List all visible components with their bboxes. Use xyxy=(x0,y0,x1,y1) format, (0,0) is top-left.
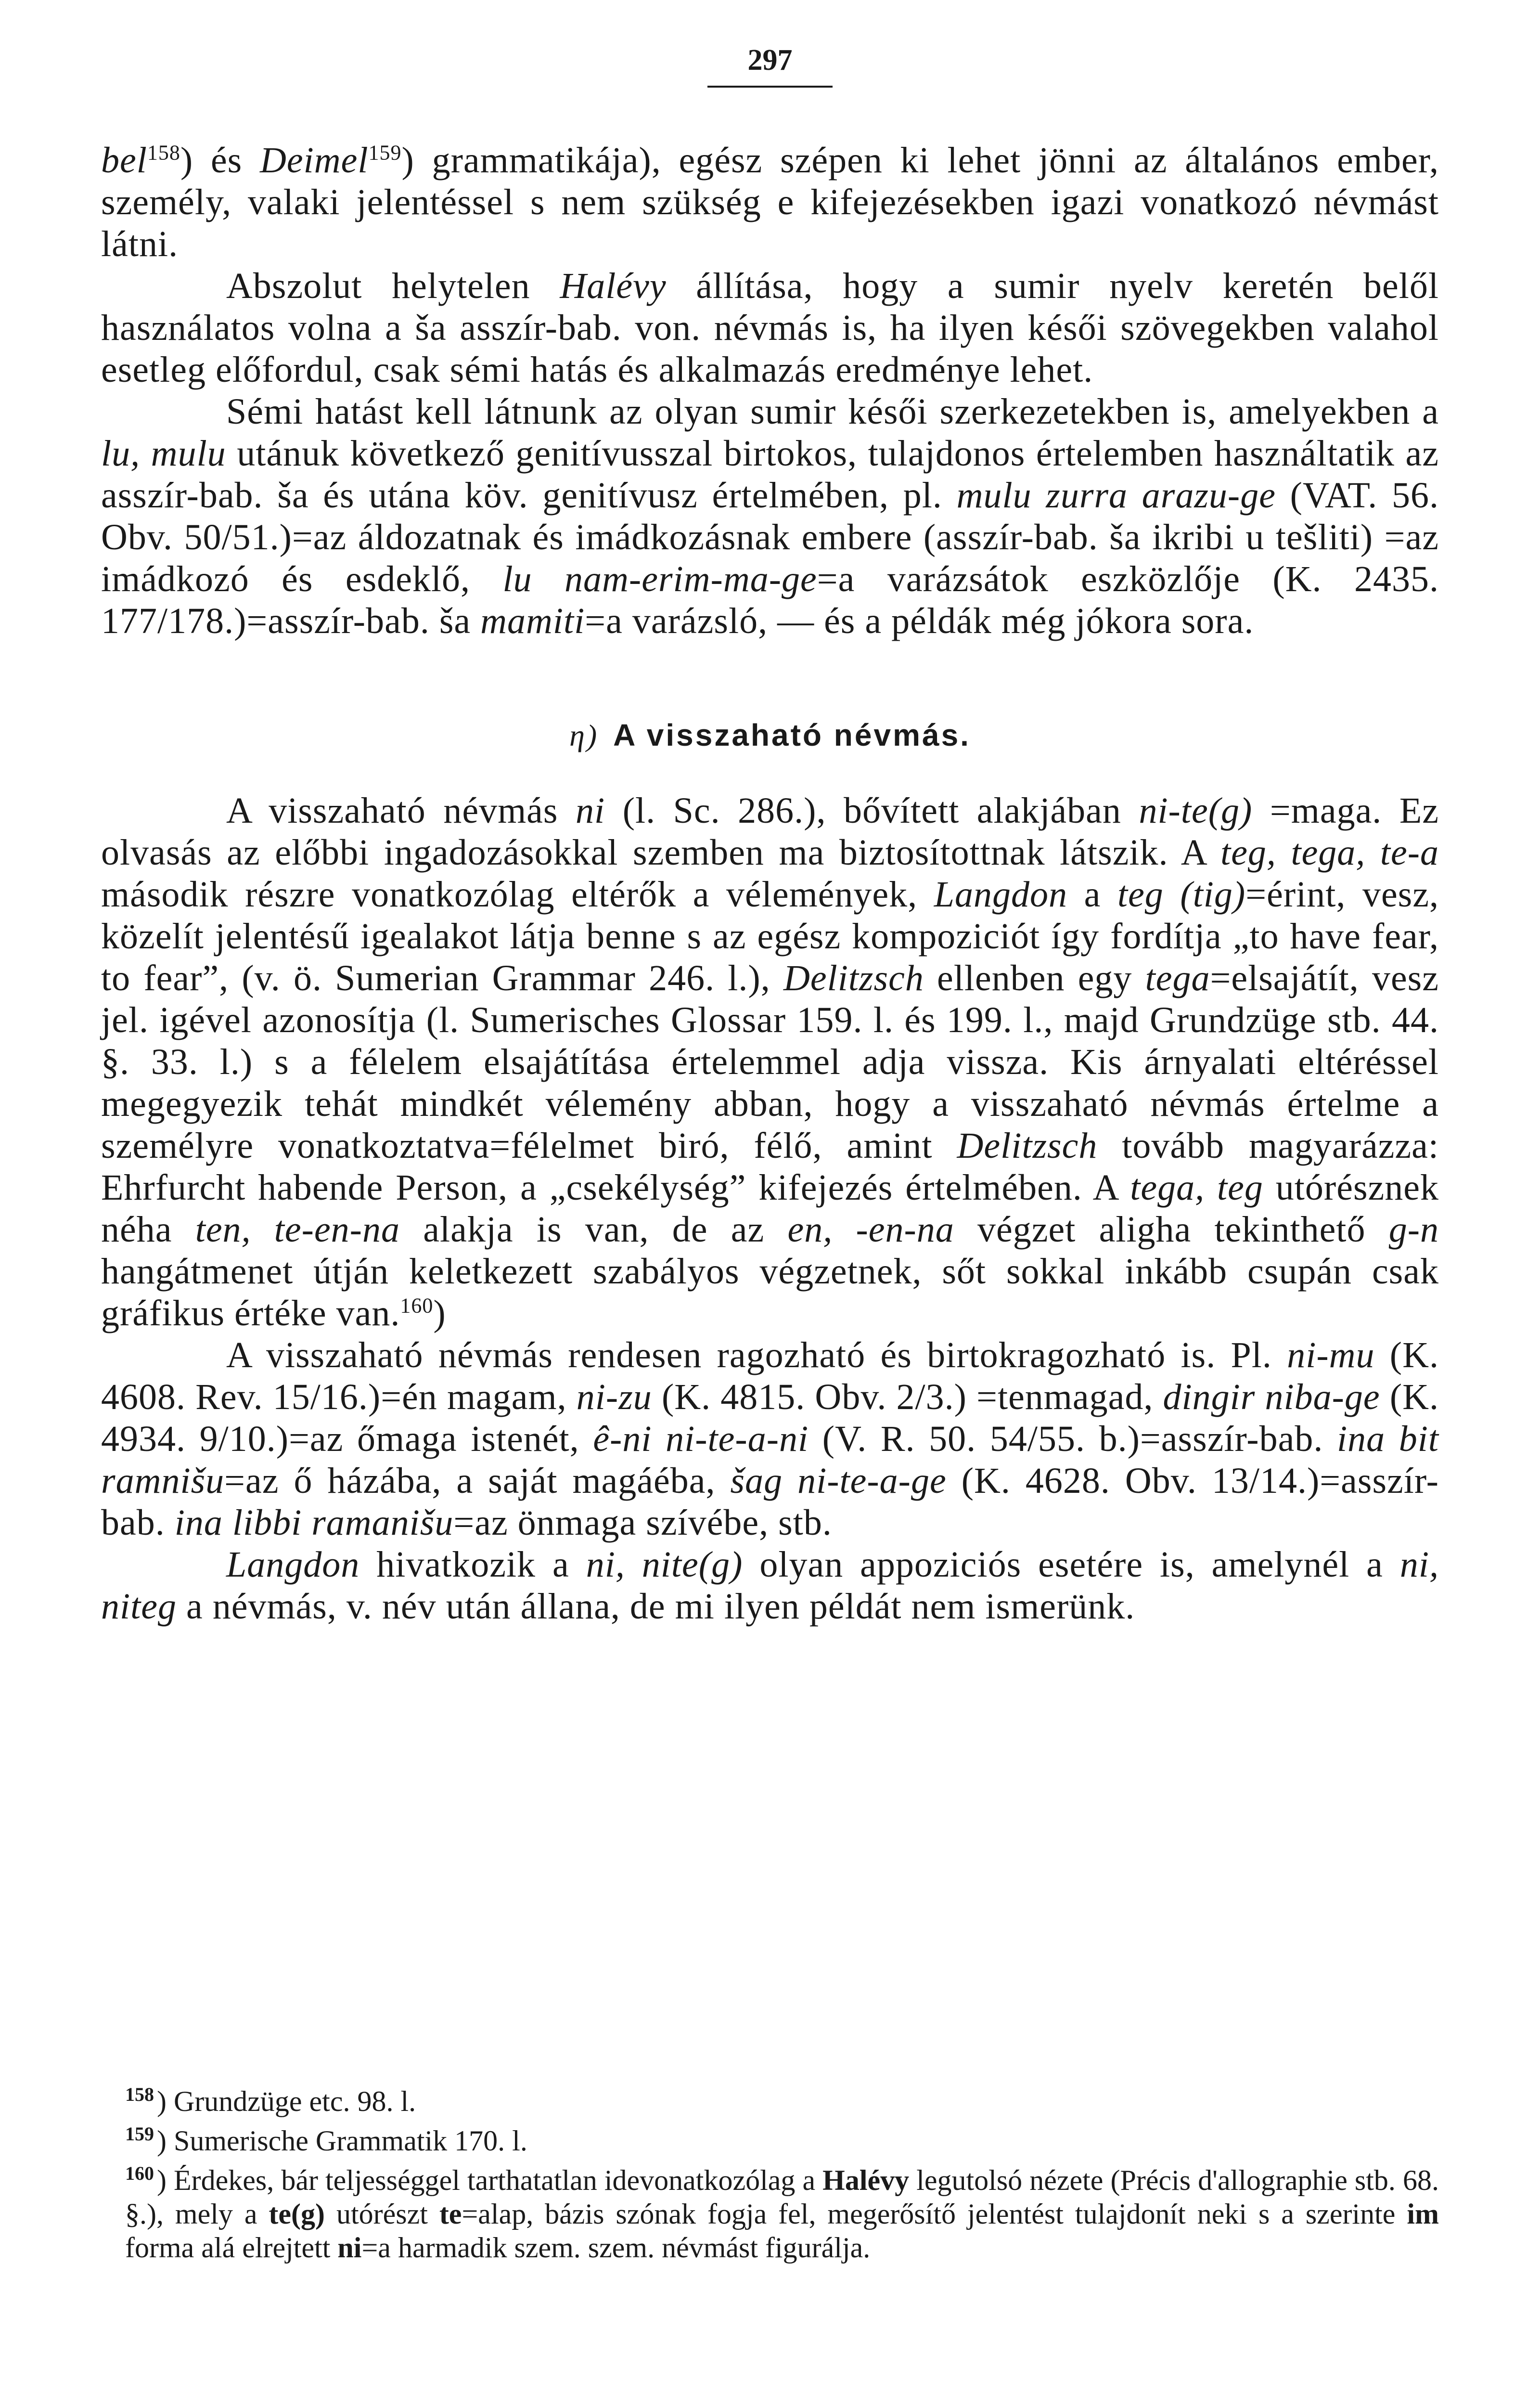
italic-term: teg (tig) xyxy=(1117,874,1246,915)
text-run: =maga. Ez olvasás az előbbi ingadozásokkal szemben ma biztosítottnak látszik. A xyxy=(101,790,1439,873)
bold-term: Halévy xyxy=(822,2164,910,2196)
author-name: Delitzsch xyxy=(783,958,924,998)
section-title: A visszaható névmás. xyxy=(613,718,971,752)
footnote-ref: 158 xyxy=(147,141,180,165)
footnote-mark: 158 xyxy=(125,2083,154,2105)
italic-term: ni, niteg xyxy=(101,1544,1439,1627)
bold-term: te xyxy=(439,2198,462,2230)
text-run: utánuk következő genitívusszal birtokos, tulajdonos értelemben használtatik az asszír-bab. ša és utána köv. genitívusz értelmében, pl. xyxy=(101,433,1439,516)
italic-term: en, -en-na xyxy=(787,1209,954,1250)
section-heading xyxy=(101,714,1439,756)
text-run: =az ő házába, a saját magáéba, xyxy=(224,1461,731,1501)
footnote-text: legutolsó nézete (Précis d'allographie stb. 68. §.), mely a xyxy=(125,2164,1439,2230)
text-run: =a varázsló, — és a példák még jókora sora. xyxy=(585,601,1254,641)
text-run: =elsajátít, vesz jel. igével azonosítja (l. Sumerisches Glossar 159. l. és 199. l., majd Grundzüge stb. 44. §. 33. l.) s a félelem elsajátítása értelemmel adja vissza. Kis árnyalati eltéréssel megegyezik tehát mindkét vélemény abban, hogy a visszaható névmás értelme a személyre vonatkoztatva=félelmet biró, félő, amint xyxy=(101,958,1439,1166)
text-run: alakja is van, de az xyxy=(400,1209,788,1250)
italic-term: teg, tega, te-a xyxy=(1220,832,1439,873)
text-run: (K. 4608. Rev. 15/16.)=én magam, xyxy=(101,1335,1439,1417)
page-number-underline xyxy=(707,86,833,88)
text-run: Sémi hatást kell látnunk az olyan sumir késői szerkezetekben is, amelyekben a xyxy=(226,391,1439,432)
italic-term: ten, te-en-na xyxy=(195,1209,400,1250)
footnote-text: =a harmadik szem. szem. névmást figurálja. xyxy=(361,2232,871,2264)
paragraph-5 xyxy=(101,1334,1439,1544)
footnote-text: ) Sumerische Grammatik 170. l. xyxy=(157,2125,527,2157)
italic-term: tega, teg xyxy=(1130,1167,1263,1208)
text-run: (K. 4934. 9/10.)=az őmaga istenét, xyxy=(101,1377,1439,1459)
italic-term: ina bit ramnišu xyxy=(101,1419,1439,1501)
italic-term: lu nam-erim-ma-ge xyxy=(502,559,817,599)
italic-term: ni-zu xyxy=(576,1377,652,1417)
text-run: A visszaható névmás rendesen ragozható és birtokragozható is. Pl. xyxy=(226,1335,1287,1375)
footnote-mark: 159 xyxy=(125,2123,154,2145)
text-run: =az önmaga szívébe, stb. xyxy=(453,1502,832,1543)
text-run: (V. R. 50. 54/55. b.)=asszír-bab. xyxy=(808,1419,1337,1459)
text-run: (K. 4628. Obv. 13/14.)=asszír-bab. xyxy=(101,1461,1439,1543)
paragraph-6 xyxy=(101,1544,1439,1628)
text-run: Abszolut helytelen xyxy=(226,266,560,306)
text-run: állítása, hogy a sumir nyelv keretén belől használatos volna a ša asszír-bab. von. névmás is, ha ilyen késői szövegekben valahol esetleg előfordul, csak sémi hatás és alkalmazás eredménye lehet. xyxy=(101,266,1439,390)
text-run: A visszaható névmás xyxy=(226,790,576,831)
footnote-text: =alap, bázis szónak fogja fel, megerősítő jelentést tulajdonít neki s a szerinte xyxy=(462,2198,1407,2230)
footnote-text: ) Érdekes, bár teljességgel tarthatatlan idevonatkozólag a xyxy=(157,2164,823,2196)
bold-term: ni xyxy=(337,2232,362,2264)
footnote-mark: 160 xyxy=(125,2162,154,2184)
text-run: második részre vonatkozólag eltérők a vélemények, xyxy=(101,874,934,915)
footnote-158 xyxy=(125,2084,1439,2118)
italic-term: ni-mu xyxy=(1287,1335,1375,1375)
paragraph-3 xyxy=(101,391,1439,642)
text-run: hivatkozik a xyxy=(359,1544,586,1585)
text-run: végzet aligha tekinthető xyxy=(954,1209,1389,1250)
text-run: tovább magyarázza: Ehrfurcht habende Person, a „csekélység” kifejezés értelmében. A xyxy=(101,1126,1439,1208)
footnotes xyxy=(125,2084,1439,2270)
author-name: Delitzsch xyxy=(957,1126,1098,1166)
text-run: utórésznek néha xyxy=(101,1167,1439,1250)
italic-term: lu, mulu xyxy=(101,433,226,474)
author-name: Langdon xyxy=(934,874,1068,915)
paragraph-2 xyxy=(101,265,1439,391)
text-run: (VAT. 56. Obv. 50/51.)=az áldozatnak és imádkozásnak embere (asszír-bab. ša ikribi u tešliti) =az imádkozó és esdeklő, xyxy=(101,475,1439,599)
bold-term: te(g) xyxy=(269,2198,325,2230)
text-run: a névmás, v. név után állana, de mi ilyen példát nem ismerünk. xyxy=(176,1586,1135,1627)
footnote-text: forma alá elrejtett xyxy=(125,2232,338,2264)
author-name: Halévy xyxy=(560,266,667,306)
text-run: ) grammatikája), egész szépen ki lehet jönni az általános ember, személy, valaki jelentéssel s nem szükség e kifejezésekben igazi vonatkozó névmást látni. xyxy=(101,140,1439,264)
footnote-160 xyxy=(125,2163,1439,2265)
italic-term: g-n xyxy=(1388,1209,1439,1250)
text-run: =a varázsátok eszközlője (K. 2435. 177/178.)=asszír-bab. ša xyxy=(101,559,1439,641)
text-run: ) és xyxy=(180,140,260,181)
paragraph-4 xyxy=(101,790,1439,1334)
italic-term: ê-ni ni-te-a-ni xyxy=(593,1419,809,1459)
text-run: (K. 4815. Obv. 2/3.) =tenmagad, xyxy=(652,1377,1163,1417)
italic-term: ni, nite(g) xyxy=(586,1544,743,1585)
bold-term: im xyxy=(1407,2198,1439,2230)
page-number: 297 xyxy=(747,44,793,77)
footnote-ref: 159 xyxy=(368,141,402,165)
section-marker: η) xyxy=(569,718,599,752)
footnote-ref: 160 xyxy=(400,1294,434,1318)
paragraph-1 xyxy=(101,140,1439,265)
italic-term: tega xyxy=(1145,958,1210,998)
text-run: ) xyxy=(433,1293,446,1333)
italic-term: šag ni-te-a-ge xyxy=(730,1461,947,1501)
text-run: a xyxy=(1067,874,1117,915)
italic-term: mamiti xyxy=(480,601,585,641)
text-run: =érint, vesz, közelít jelentésű igealakot látja benne s az egész kompoziciót így fordítja „to have fear, to fear”, (v. ö. Sumerian Grammar 246. l.), xyxy=(101,874,1439,998)
italic-term: ina libbi ramanišu xyxy=(174,1502,454,1543)
author-name: bel xyxy=(101,140,147,181)
author-name: Langdon xyxy=(226,1544,360,1585)
text-run: (l. Sc. 286.), bővített alakjában xyxy=(605,790,1139,831)
footnote-text: ) Grundzüge etc. 98. l. xyxy=(157,2085,416,2117)
italic-term: ni xyxy=(576,790,605,831)
italic-term: ni-te(g) xyxy=(1139,790,1253,831)
italic-term: mulu zurra arazu-ge xyxy=(956,475,1276,516)
footnote-text: utórészt xyxy=(325,2198,439,2230)
body-text xyxy=(101,140,1439,1628)
text-run: olyan appoziciós esetére is, amelynél a xyxy=(743,1544,1400,1585)
footnote-159 xyxy=(125,2124,1439,2158)
author-name: Deimel xyxy=(260,140,369,181)
text-run: ellenben egy xyxy=(924,958,1145,998)
italic-term: dingir niba-ge xyxy=(1163,1377,1380,1417)
text-run: hangátmenet útján keletkezett szabályos végzetnek, sőt sokkal inkább csupán csak gráfikus értéke van. xyxy=(101,1251,1439,1333)
